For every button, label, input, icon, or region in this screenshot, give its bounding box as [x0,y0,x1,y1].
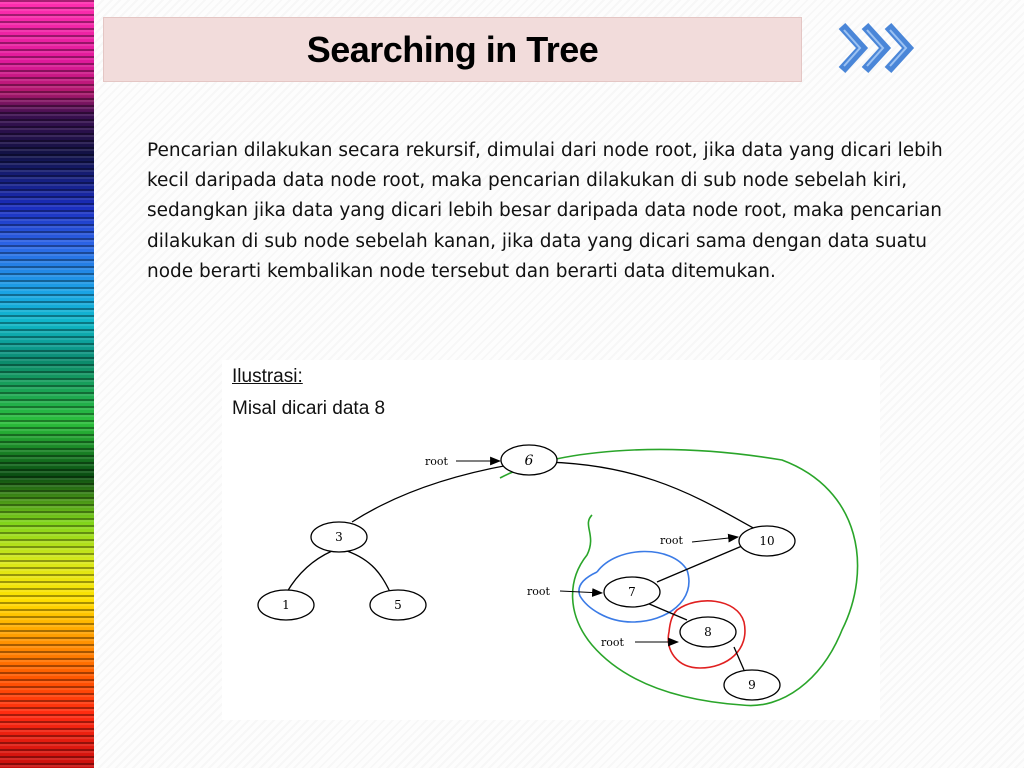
node-label-9: 9 [748,678,756,692]
edge-6-3 [352,462,527,522]
tree-illustration [222,360,880,720]
edge-7-8 [647,603,687,620]
node-label-10: 10 [759,534,775,548]
node-label-5: 5 [394,598,402,612]
triple-chevron-right-icon [832,20,916,76]
node-label-7: 7 [628,585,636,599]
edge-3-5 [347,551,390,592]
node-label-1: 1 [282,598,290,612]
edge-6-10 [527,462,757,530]
root-arrow-10 [692,537,738,542]
node-label-6: 6 [524,453,534,469]
root-arrow-7 [560,591,602,593]
slide-title: Searching in Tree [306,28,599,70]
root-label-8: root [601,636,624,649]
root-label-6: root [425,455,448,468]
root-label-7: root [527,585,550,598]
illustration-heading: Ilustrasi: [232,366,303,387]
root-label-10: root [660,534,683,547]
title-banner [103,17,802,82]
description-paragraph: Pencarian dilakukan secara rekursif, dimulai dari node root, jika data yang dicari lebih kecil daripada data node root, maka pencarian dilakukan di sub node sebelah kiri, sedangkan jika data yang dicari lebih besar daripada data node root, maka pencarian dilakukan di sub node sebelah kanan, jika data yang dicari sama dengan data suatu node berarti kembalikan node tersebut dan berarti data ditemukan. [147,140,943,282]
node-label-3: 3 [335,530,343,544]
outer-highlight-curve [500,450,858,706]
rainbow-stripe-bar [0,0,94,768]
node-label-8: 8 [704,625,712,639]
edge-10-7 [657,546,742,582]
illustration-subheading: Misal dicari data 8 [232,398,386,419]
edge-3-1 [287,551,332,592]
tree-diagram [222,360,880,720]
